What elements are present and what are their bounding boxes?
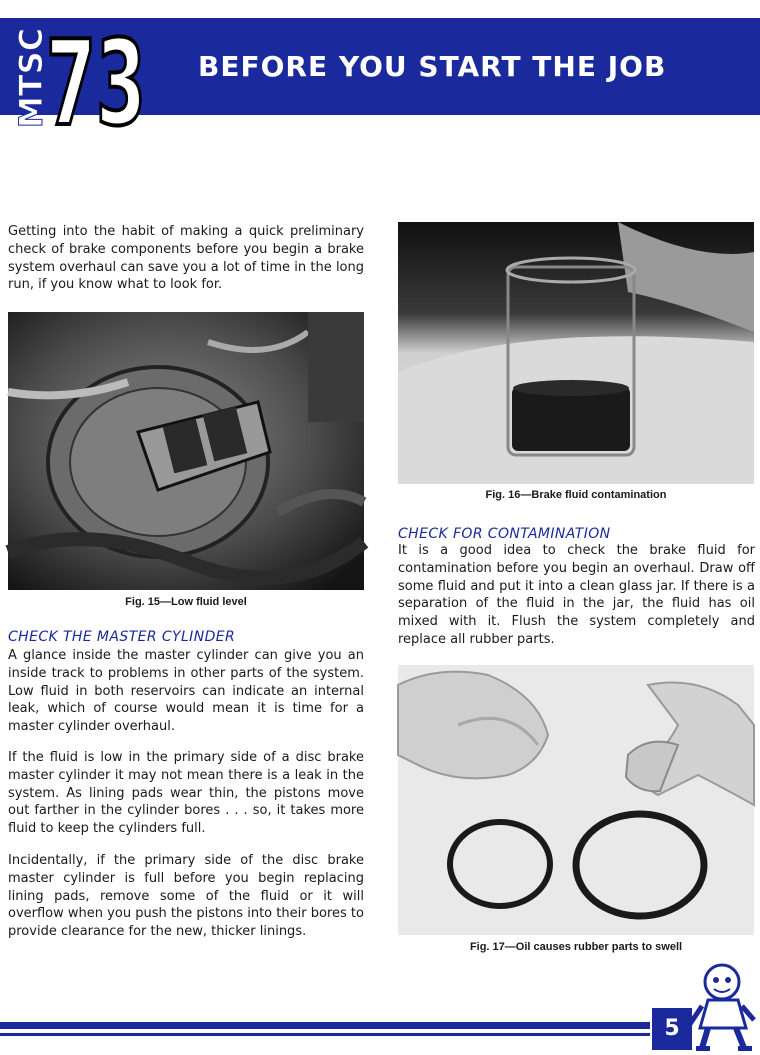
page-title: BEFORE YOU START THE JOB bbox=[198, 50, 667, 83]
master-cylinder-paragraph-2: If the fluid is low in the primary side of a disc brake master cylinder it may not mean there is a leak in the system. As lining pads wear thin, the pistons move out farther in the cylinder bores . . . so, it takes more fluid to keep the cylinders full. bbox=[8, 750, 364, 837]
intro-paragraph: Getting into the habit of making a quick preliminary check of brake components before you begin a brake system overhaul can save you a lot of time in the long run, if you know what to look for. bbox=[8, 224, 364, 293]
mascot-mechanic-icon bbox=[688, 962, 758, 1052]
page-number: 5 bbox=[652, 1008, 692, 1050]
fig17-caption: Fig. 17—Oil causes rubber parts to swell bbox=[469, 941, 683, 953]
contamination-paragraph: It is a good idea to check the brake fluid for contamination before you begin an overhaul. Draw off some fluid and put it into a clean glass jar. If there is a separation of the fluid in the jar, the fluid has oil mixed with it. Flush the system completely and replace all rubber parts. bbox=[398, 543, 755, 647]
contamination-heading: CHECK FOR CONTAMINATION bbox=[398, 526, 611, 542]
fig16-photo bbox=[398, 222, 754, 484]
logo-number-text: 73 bbox=[46, 14, 146, 152]
master-cylinder-paragraph-3: Incidentally, if the primary side of the disc brake master cylinder is full before you begin replacing lining pads, remove some of the fluid or it will overflow when you push the pistons into their bores to provide clearance for the new, thicker linings. bbox=[8, 853, 364, 940]
footer-rule-bottom bbox=[0, 1033, 650, 1036]
fig16-caption: Fig. 16—Brake fluid contamination bbox=[485, 489, 667, 501]
mtsc-73-logo bbox=[0, 0, 150, 152]
logo-mtsc-text: MTSC bbox=[12, 27, 50, 128]
master-cylinder-heading: CHECK THE MASTER CYLINDER bbox=[8, 629, 236, 645]
fig17-photo bbox=[398, 665, 754, 935]
fig15-caption: Fig. 15—Low fluid level bbox=[125, 596, 247, 608]
master-cylinder-paragraph-1: A glance inside the master cylinder can give you an inside track to problems in other parts of the system. Low fluid in both reservoirs can indicate an internal leak, which of course would mean it is time for a master cylinder overhaul. bbox=[8, 648, 364, 735]
footer-rule-top bbox=[0, 1022, 650, 1029]
fig15-photo bbox=[8, 312, 364, 590]
